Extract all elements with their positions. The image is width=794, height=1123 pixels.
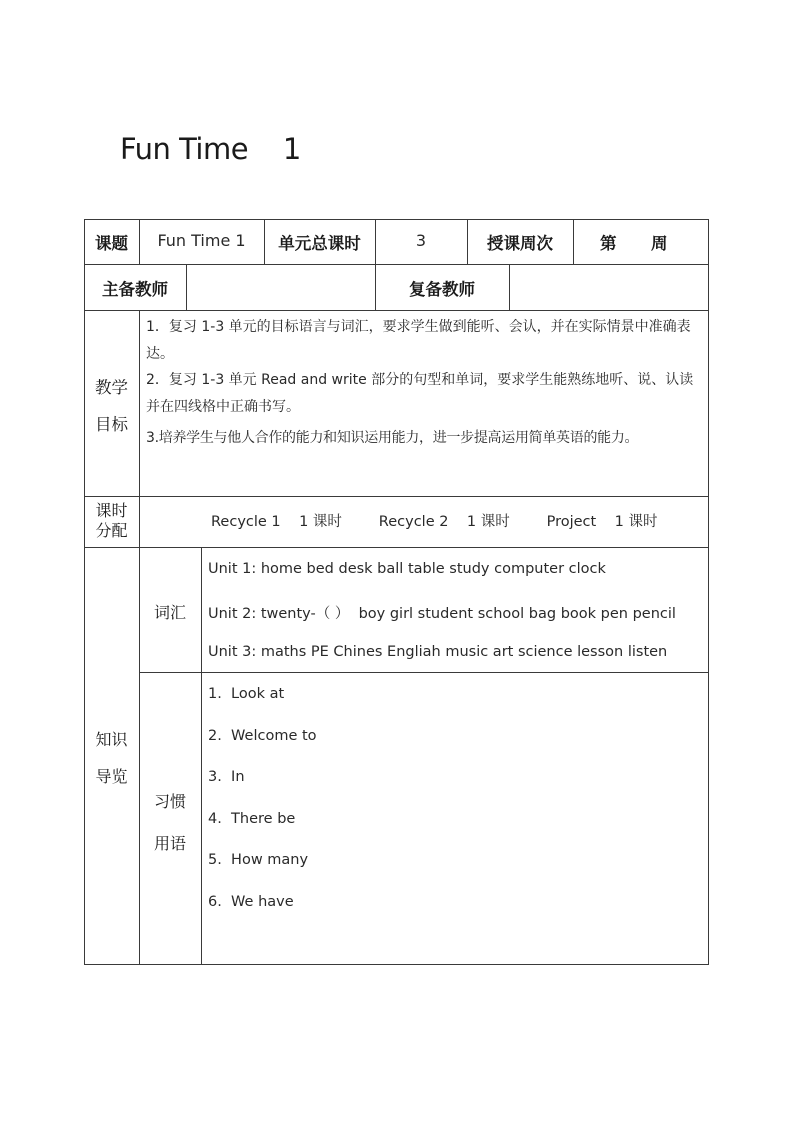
teaching-week-label: 授课周次 (487, 234, 553, 253)
row-divider (84, 496, 709, 497)
cell-divider (201, 547, 202, 965)
phrases-label-line1: 习惯 (153, 792, 186, 811)
objectives-label-line1: 教学 (95, 378, 128, 397)
document-title: Fun Time 1 (120, 132, 301, 166)
phrase-item: 5. How many (208, 852, 309, 868)
phrase-item: 4. There be (208, 811, 296, 827)
phrase-item: 3. In (208, 769, 245, 785)
cell-divider (509, 264, 510, 311)
objective-3: 3.培养学生与他人合作的能力和知识运用能力，进一步提高运用简单英语的能力。 (146, 430, 639, 446)
topic-value: Fun Time 1 (157, 231, 246, 250)
cell-divider (139, 310, 140, 965)
vocab-unit-2: Unit 2: twenty-（ ） boy girl student school bag book pen pencil (208, 606, 676, 622)
objectives-label-line2: 目标 (95, 415, 128, 434)
knowledge-label-line1: 知识 (95, 730, 128, 749)
lead-teacher-label: 主备教师 (102, 280, 168, 299)
phrase-item: 6. We have (208, 894, 294, 910)
cell-divider (186, 264, 187, 311)
phrase-item: 1. Look at (208, 686, 285, 702)
objective-1: 1．复习 1-3 单元的目标语言与词汇，要求学生做到能听、会认，并在实际情景中准确表达。 (146, 319, 691, 362)
vocab-unit-1: Unit 1: home bed desk ball table study computer clock (208, 561, 606, 577)
objective-2: 2．复习 1-3 单元 Read and write 部分的句型和单词，要求学生能熟练地听、说、认读并在四线格中正确书写。 (146, 372, 694, 415)
topic-label: 课题 (95, 234, 128, 253)
allocation-text: Recycle 1 1 课时 Recycle 2 1 课时 Project 1 课时 (211, 514, 658, 530)
unit-hours-label: 单元总课时 (278, 234, 361, 253)
vocab-unit-3: Unit 3: maths PE Chines Engliah music art science lesson listen (208, 644, 668, 660)
vocabulary-label: 词汇 (153, 603, 186, 622)
allocation-label-line2: 分配 (95, 521, 128, 540)
row-divider (139, 672, 709, 673)
unit-hours-value: 3 (415, 231, 427, 250)
phrases-label-line2: 用语 (153, 834, 186, 853)
co-teacher-label: 复备教师 (409, 280, 475, 299)
teaching-week-value: 第 周 (600, 234, 668, 253)
row-divider (84, 310, 709, 311)
knowledge-label-line2: 导览 (95, 767, 128, 786)
phrase-item: 2. Welcome to (208, 728, 317, 744)
cell-divider (573, 219, 574, 265)
allocation-label-line1: 课时 (95, 501, 128, 520)
row-divider (84, 264, 709, 265)
row-divider (84, 547, 709, 548)
